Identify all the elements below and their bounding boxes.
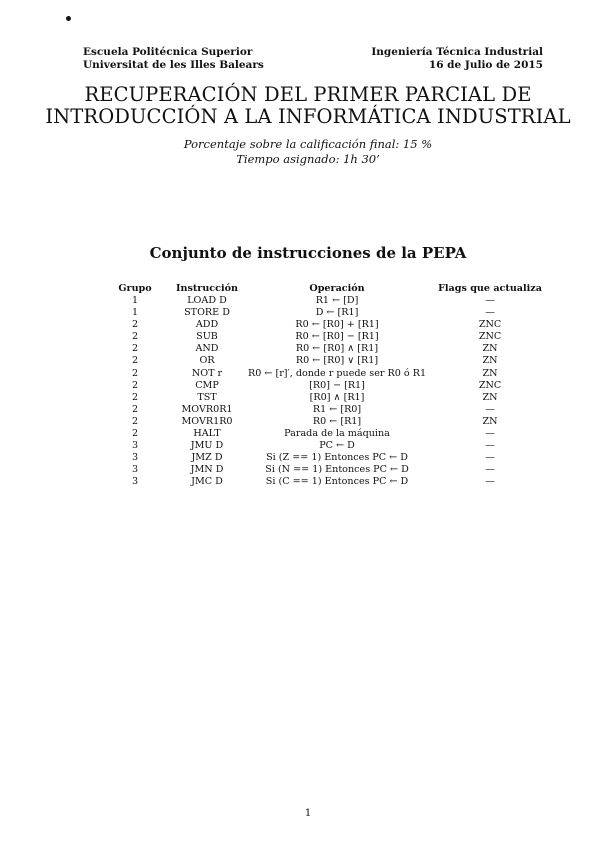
cell-grupo: 2 bbox=[131, 379, 139, 391]
table-body bbox=[104, 295, 554, 489]
table-row bbox=[104, 307, 554, 319]
table-row bbox=[104, 331, 554, 343]
cell-operacion: Si (N == 1) Entonces PC ← D bbox=[265, 464, 409, 476]
cell-instruccion: JMC D bbox=[191, 476, 223, 488]
cell-operacion: D ← [R1] bbox=[315, 307, 359, 319]
header-right bbox=[371, 46, 543, 72]
cell-instruccion: MOVR1R0 bbox=[181, 415, 233, 427]
cell-grupo: 2 bbox=[131, 415, 139, 427]
cell-grupo: 2 bbox=[131, 319, 139, 331]
document-title bbox=[0, 84, 616, 128]
cell-operacion: R0 ← [r]′, donde r puede ser R0 ó R1 bbox=[248, 367, 427, 379]
cell-grupo: 2 bbox=[131, 343, 139, 355]
table-row bbox=[104, 343, 554, 355]
title-line-2: INTRODUCCIÓN A LA INFORMÁTICA INDUSTRIAL bbox=[45, 105, 571, 128]
header-flags: Flags que actualiza bbox=[438, 283, 542, 294]
cell-flags: — bbox=[485, 428, 495, 440]
cell-instruccion: NOT r bbox=[191, 367, 223, 379]
cell-grupo: 2 bbox=[131, 367, 139, 379]
time-allotted: Tiempo asignado: 1h 30’ bbox=[236, 152, 380, 166]
exam-date: 16 de Julio de 2015 bbox=[428, 59, 543, 71]
cell-flags: ZN bbox=[482, 343, 498, 355]
cell-operacion: [R0] − [R1] bbox=[309, 379, 365, 391]
cell-grupo: 2 bbox=[131, 403, 139, 415]
cell-instruccion: SUB bbox=[196, 331, 218, 343]
table-row bbox=[104, 476, 554, 488]
cell-instruccion: LOAD D bbox=[187, 295, 227, 306]
cell-instruccion: STORE D bbox=[184, 307, 230, 319]
cell-instruccion: CMP bbox=[195, 379, 219, 391]
cell-flags: — bbox=[485, 403, 495, 415]
cell-flags: ZN bbox=[482, 355, 498, 367]
cell-instruccion: TST bbox=[197, 391, 217, 403]
cell-flags: — bbox=[485, 464, 495, 476]
table-header-row bbox=[104, 282, 554, 295]
table-row bbox=[104, 428, 554, 440]
cell-grupo: 3 bbox=[131, 440, 139, 452]
cell-operacion: R0 ← [R1] bbox=[312, 415, 362, 427]
school-name: Escuela Politécnica Superior bbox=[83, 46, 253, 58]
table-row bbox=[104, 452, 554, 464]
cell-grupo: 3 bbox=[131, 464, 139, 476]
cell-instruccion: AND bbox=[195, 343, 219, 355]
cell-operacion: PC ← D bbox=[319, 440, 355, 452]
table-row bbox=[104, 368, 554, 380]
grade-percentage: Porcentaje sobre la calificación final: 15 % bbox=[183, 137, 433, 151]
header-grupo: Grupo bbox=[118, 283, 152, 294]
cell-operacion: R1 ← [R0] bbox=[312, 403, 362, 415]
cell-grupo: 1 bbox=[131, 307, 139, 319]
cell-instruccion: ADD bbox=[195, 319, 219, 331]
cell-flags: — bbox=[485, 307, 495, 319]
cell-flags: ZNC bbox=[478, 331, 502, 343]
exam-info bbox=[0, 137, 616, 167]
cell-grupo: 2 bbox=[131, 391, 139, 403]
cell-operacion: R0 ← [R0] − [R1] bbox=[295, 331, 379, 343]
cell-flags: ZN bbox=[482, 415, 498, 427]
cell-operacion: Si (C == 1) Entonces PC ← D bbox=[265, 476, 409, 488]
table-row bbox=[104, 416, 554, 428]
cell-operacion: R0 ← [R0] ∧ [R1] bbox=[295, 343, 379, 355]
header-instruccion: Instrucción bbox=[175, 283, 239, 294]
corner-mark bbox=[65, 15, 71, 21]
table-row bbox=[104, 380, 554, 392]
cell-flags: ZN bbox=[482, 367, 498, 379]
cell-flags: ZNC bbox=[478, 319, 502, 331]
table-row bbox=[104, 319, 554, 331]
cell-grupo: 3 bbox=[131, 476, 139, 488]
cell-flags: — bbox=[485, 440, 495, 452]
cell-operacion: R1 ← [D] bbox=[315, 295, 359, 306]
header-left bbox=[83, 46, 264, 72]
cell-instruccion: HALT bbox=[193, 428, 221, 440]
table-row bbox=[104, 295, 554, 307]
cell-operacion: Parada de la máquina bbox=[284, 428, 390, 440]
degree-name: Ingeniería Técnica Industrial bbox=[371, 46, 543, 58]
cell-instruccion: JMU D bbox=[190, 440, 224, 452]
table-row bbox=[104, 440, 554, 452]
table-row bbox=[104, 392, 554, 404]
cell-flags: — bbox=[485, 452, 495, 464]
cell-grupo: 2 bbox=[131, 355, 139, 367]
cell-instruccion: JMZ D bbox=[191, 452, 223, 464]
table-row bbox=[104, 464, 554, 476]
cell-operacion: Si (Z == 1) Entonces PC ← D bbox=[266, 452, 408, 464]
cell-instruccion: OR bbox=[199, 355, 215, 367]
cell-operacion: R0 ← [R0] ∨ [R1] bbox=[295, 355, 379, 367]
cell-grupo: 1 bbox=[131, 295, 139, 306]
cell-flags: — bbox=[485, 295, 495, 306]
instruction-table bbox=[104, 282, 554, 489]
table-row bbox=[104, 355, 554, 367]
section-title: Conjunto de instrucciones de la PEPA bbox=[149, 244, 467, 262]
cell-operacion: R0 ← [R0] + [R1] bbox=[295, 319, 379, 331]
university-name: Universitat de les Illes Balears bbox=[83, 59, 264, 71]
cell-grupo: 3 bbox=[131, 452, 139, 464]
cell-operacion: [R0] ∧ [R1] bbox=[309, 391, 365, 403]
cell-flags: ZN bbox=[482, 391, 498, 403]
header-operacion: Operación bbox=[309, 283, 365, 294]
cell-flags: — bbox=[485, 476, 495, 488]
cell-grupo: 2 bbox=[131, 331, 139, 343]
page-number: 1 bbox=[304, 808, 312, 819]
title-line-1: RECUPERACIÓN DEL PRIMER PARCIAL DE bbox=[84, 83, 532, 106]
cell-flags: ZNC bbox=[478, 379, 502, 391]
table-row bbox=[104, 404, 554, 416]
cell-instruccion: MOVR0R1 bbox=[181, 403, 233, 415]
cell-grupo: 2 bbox=[131, 428, 139, 440]
cell-instruccion: JMN D bbox=[190, 464, 224, 476]
